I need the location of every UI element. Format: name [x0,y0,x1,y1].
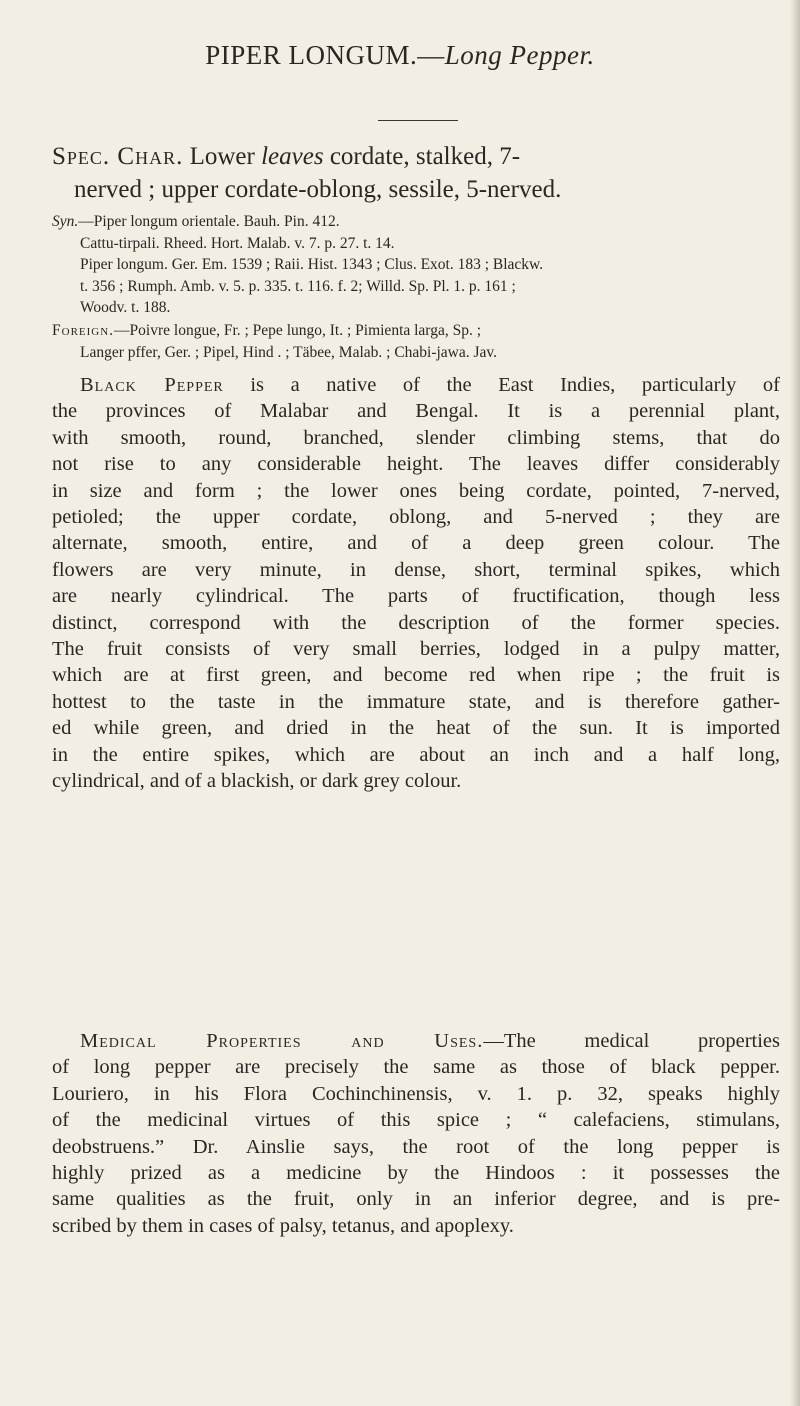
paragraph-line: cylindrical, and of a blackish, or dark grey colour. [52,770,462,793]
paragraph-line: of long pepper are precisely the same as those of black pepper. [52,1056,780,1079]
paragraph-line: highly prized as a medicine by the Hindoos : it possesses the [52,1162,780,1185]
description-lead: Black Pepper [80,374,224,396]
paragraph-line: scribed by them in cases of palsy, tetanus, and apoplexy. [52,1214,514,1237]
page-edge-shadow [790,0,800,1406]
latin-name: PIPER LONGUM. [205,40,418,70]
common-name: Long Pepper. [444,40,595,70]
foreign-line [52,320,780,342]
spec-char-text-before: Lower [189,143,262,170]
paragraph-text: —The medical properties [483,1030,780,1052]
title-rule [378,120,458,121]
syn-label: Syn. [52,213,79,230]
paragraph-line: Louriero, in his Flora Cochinchinensis, v. 1. p. 32, speaks highly [52,1082,780,1105]
spec-char-leaves: leaves [261,143,324,170]
paragraph-line: same qualities as the fruit, only in an inferior degree, and is pre- [52,1188,780,1211]
paragraph-line: alternate, smooth, entire, and of a deep green colour. The [52,532,780,555]
synonym-line: Piper longum. Ger. Em. 1539 ; Raii. Hist. 1343 ; Clus. Exot. 183 ; Blackw. [80,256,544,274]
synonym-line: t. 356 ; Rumph. Amb. v. 5. p. 335. t. 116. f. 2; Willd. Sp. Pl. 1. p. 161 ; [80,277,516,295]
synonym-text: —Piper longum orientale. Bauh. Pin. 412. [78,213,340,230]
medical-lead: Medical Properties and Uses. [80,1030,484,1052]
paragraph-line: petioled; the upper cordate, oblong, and 5-nerved ; they are [52,506,780,529]
paragraph-line: not rise to any considerable height. The leaves differ considerably [52,453,780,476]
title-dash: — [417,40,445,70]
foreign-names-block [52,320,780,364]
spec-char-label: Spec. Char. [52,143,184,170]
paragraph-line: in size and form ; the lower ones being cordate, pointed, 7-nerved, [52,479,780,502]
synonym-line [52,211,780,233]
synonyms-block [52,211,780,319]
spec-char-line2: nerved ; upper cordate-oblong, sessile, 5-nerved. [74,176,562,203]
paragraph-text: is a native of the East Indies, particularly of [223,374,781,396]
synonym-line: Cattu-tirpali. Rheed. Hort. Malab. v. 7. p. 27. t. 14. [80,234,395,252]
foreign-text: —Poivre longue, Fr. ; Pepe lungo, It. ; Pimienta larga, Sp. ; [114,322,481,339]
spec-char-text-line1: cordate, stalked, 7- [323,143,521,170]
paragraph-line: which are at first green, and become red when ripe ; the fruit is [52,664,780,687]
paragraph-line: the provinces of Malabar and Bengal. It is a perennial plant, [52,400,780,423]
foreign-label: Foreign. [52,322,115,339]
foreign-line: Langer pffer, Ger. ; Pipel, Hind . ; Täbee, Malab. ; Chabi-jawa. Jav. [80,344,498,361]
paragraph-line [52,1028,780,1054]
paragraph-line [52,372,780,398]
paragraph-line: with smooth, round, branched, slender climbing stems, that do [52,426,780,449]
paragraph-line: The fruit consists of very small berries, lodged in a pulpy matter, [52,638,780,661]
description-paragraph [52,372,780,795]
paragraph-line: ed while green, and dried in the heat of the sun. It is imported [52,717,780,740]
paragraph-line: are nearly cylindrical. The parts of fructification, though less [52,585,780,608]
synonym-line: Woodv. t. 188. [80,299,171,317]
paragraph-line: deobstruens.” Dr. Ainslie says, the root of the long pepper is [52,1135,780,1158]
medical-paragraph [52,1028,780,1239]
specific-character [52,140,794,206]
paragraph-line: in the entire spikes, which are about an inch and a half long, [52,743,780,766]
paragraph-line: of the medicinal virtues of this spice ; “ calefaciens, stimulans, [52,1109,780,1132]
paragraph-line: flowers are very minute, in dense, short, terminal spikes, which [52,558,780,581]
page-title [0,40,800,71]
paragraph-line: hottest to the taste in the immature state, and is therefore gather- [52,690,780,713]
paragraph-line: distinct, correspond with the description of the former species. [52,611,780,634]
